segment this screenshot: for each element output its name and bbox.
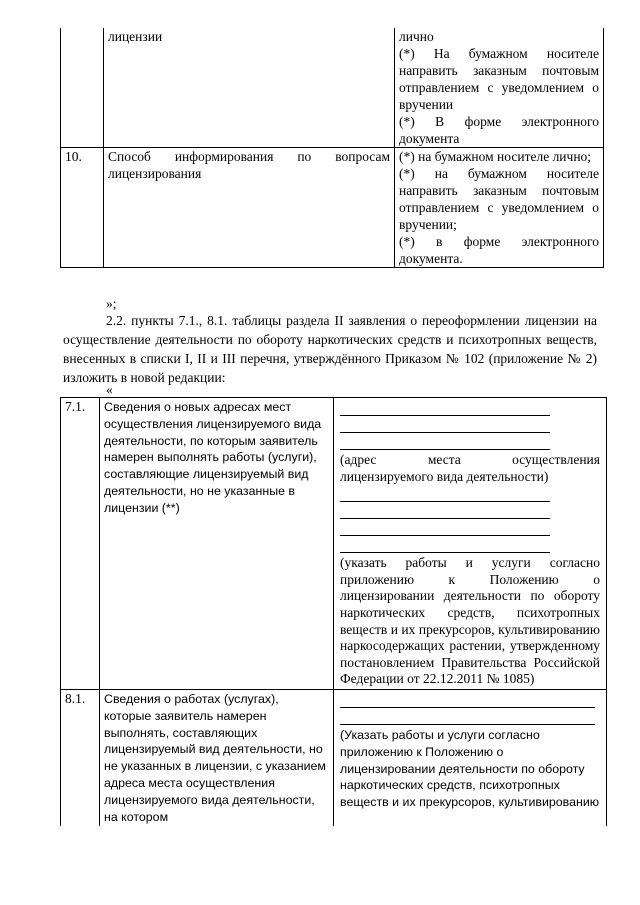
blank-line[interactable]	[340, 519, 550, 536]
blank-line[interactable]	[340, 433, 550, 450]
blank-line[interactable]	[340, 502, 550, 519]
field-name-text: лицензии	[108, 29, 163, 44]
opening-quote: «	[106, 382, 113, 397]
table-row	[61, 398, 607, 690]
field-name-text: Способ информирования по вопросам лицензирования	[108, 149, 390, 181]
option-text: лично	[399, 29, 434, 44]
option-text: (*) в форме электронного документа.	[399, 234, 599, 266]
field-value-cell	[334, 689, 607, 826]
blank-line[interactable]	[340, 536, 550, 553]
field-name-cell	[104, 148, 395, 268]
field-value-cell	[395, 148, 604, 268]
table-row	[61, 689, 607, 826]
blank-line[interactable]	[340, 399, 550, 416]
table-row	[61, 28, 604, 148]
blank-line[interactable]	[340, 416, 550, 433]
field-name-cell: Сведения о работах (услугах), которые заявитель намерен выполнять, составляющих лицензируемый вид деятельности, но не указанных в лицензии, с указанием адреса места осуществления лицензируемого вида деятельности, на котором	[100, 689, 334, 826]
row-number-cell: 7.1.	[61, 398, 100, 690]
field-value-cell	[395, 28, 604, 148]
field-name-cell	[104, 28, 395, 148]
amendment-paragraph: 2.2. пункты 7.1., 8.1. таблицы раздела II заявления о переоформлении лицензии на осуществление деятельности по обороту наркотических средств и психотропных веществ, внесенных в списки I, II и III перечня, утверждённого Приказом № 102 (приложение № 2) изложить в новой редакции:	[63, 313, 597, 385]
license-form-table-bottom	[60, 397, 607, 826]
row-number-cell	[61, 28, 104, 148]
field-hint: (указать работы и услуги согласно приложению к Положению о лицензировании деятельности по обороту наркотических средств, психотропных веществ и их прекурсоров, культивированию наркосодержащих растении, утвержденному постановлением Правительства Российской Федерации от 22.12.2011 № 1085)	[340, 555, 600, 687]
row-number-cell: 8.1.	[61, 689, 100, 826]
license-form-table-top	[60, 28, 604, 268]
blank-line[interactable]	[340, 485, 550, 502]
field-value-cell	[334, 398, 607, 690]
field-name-cell: Сведения о новых адресах мест осуществления лицензируемого вида деятельности, по которым заявитель намерен выполнять работы (услуги), составляющие лицензируемый вид деятельности, но не указанные в лицензии (**)	[100, 398, 334, 690]
table-row	[61, 148, 604, 268]
option-text: (*) В форме электронного документа	[399, 114, 599, 146]
option-text: (*) на бумажном носителе лично;	[399, 149, 592, 164]
field-hint: (Указать работы и услуги согласно приложению к Положению о лицензировании деятельности по обороту наркотических средств, психотропных веществ и их прекурсоров, культивированию	[340, 727, 600, 810]
blank-line[interactable]	[340, 708, 595, 725]
blank-line[interactable]	[340, 691, 595, 708]
field-hint: (адрес места осуществления лицензируемого вида деятельности)	[340, 452, 600, 484]
row-number-cell: 10.	[61, 148, 104, 268]
closing-quote: »;	[106, 296, 117, 311]
option-text: (*) на бумажном носителе направить заказным почтовым отправлением с уведомлением о вручении;	[399, 166, 599, 232]
option-text: (*) На бумажном носителе направить заказным почтовым отправлением с уведомлением о вручении	[399, 46, 599, 112]
